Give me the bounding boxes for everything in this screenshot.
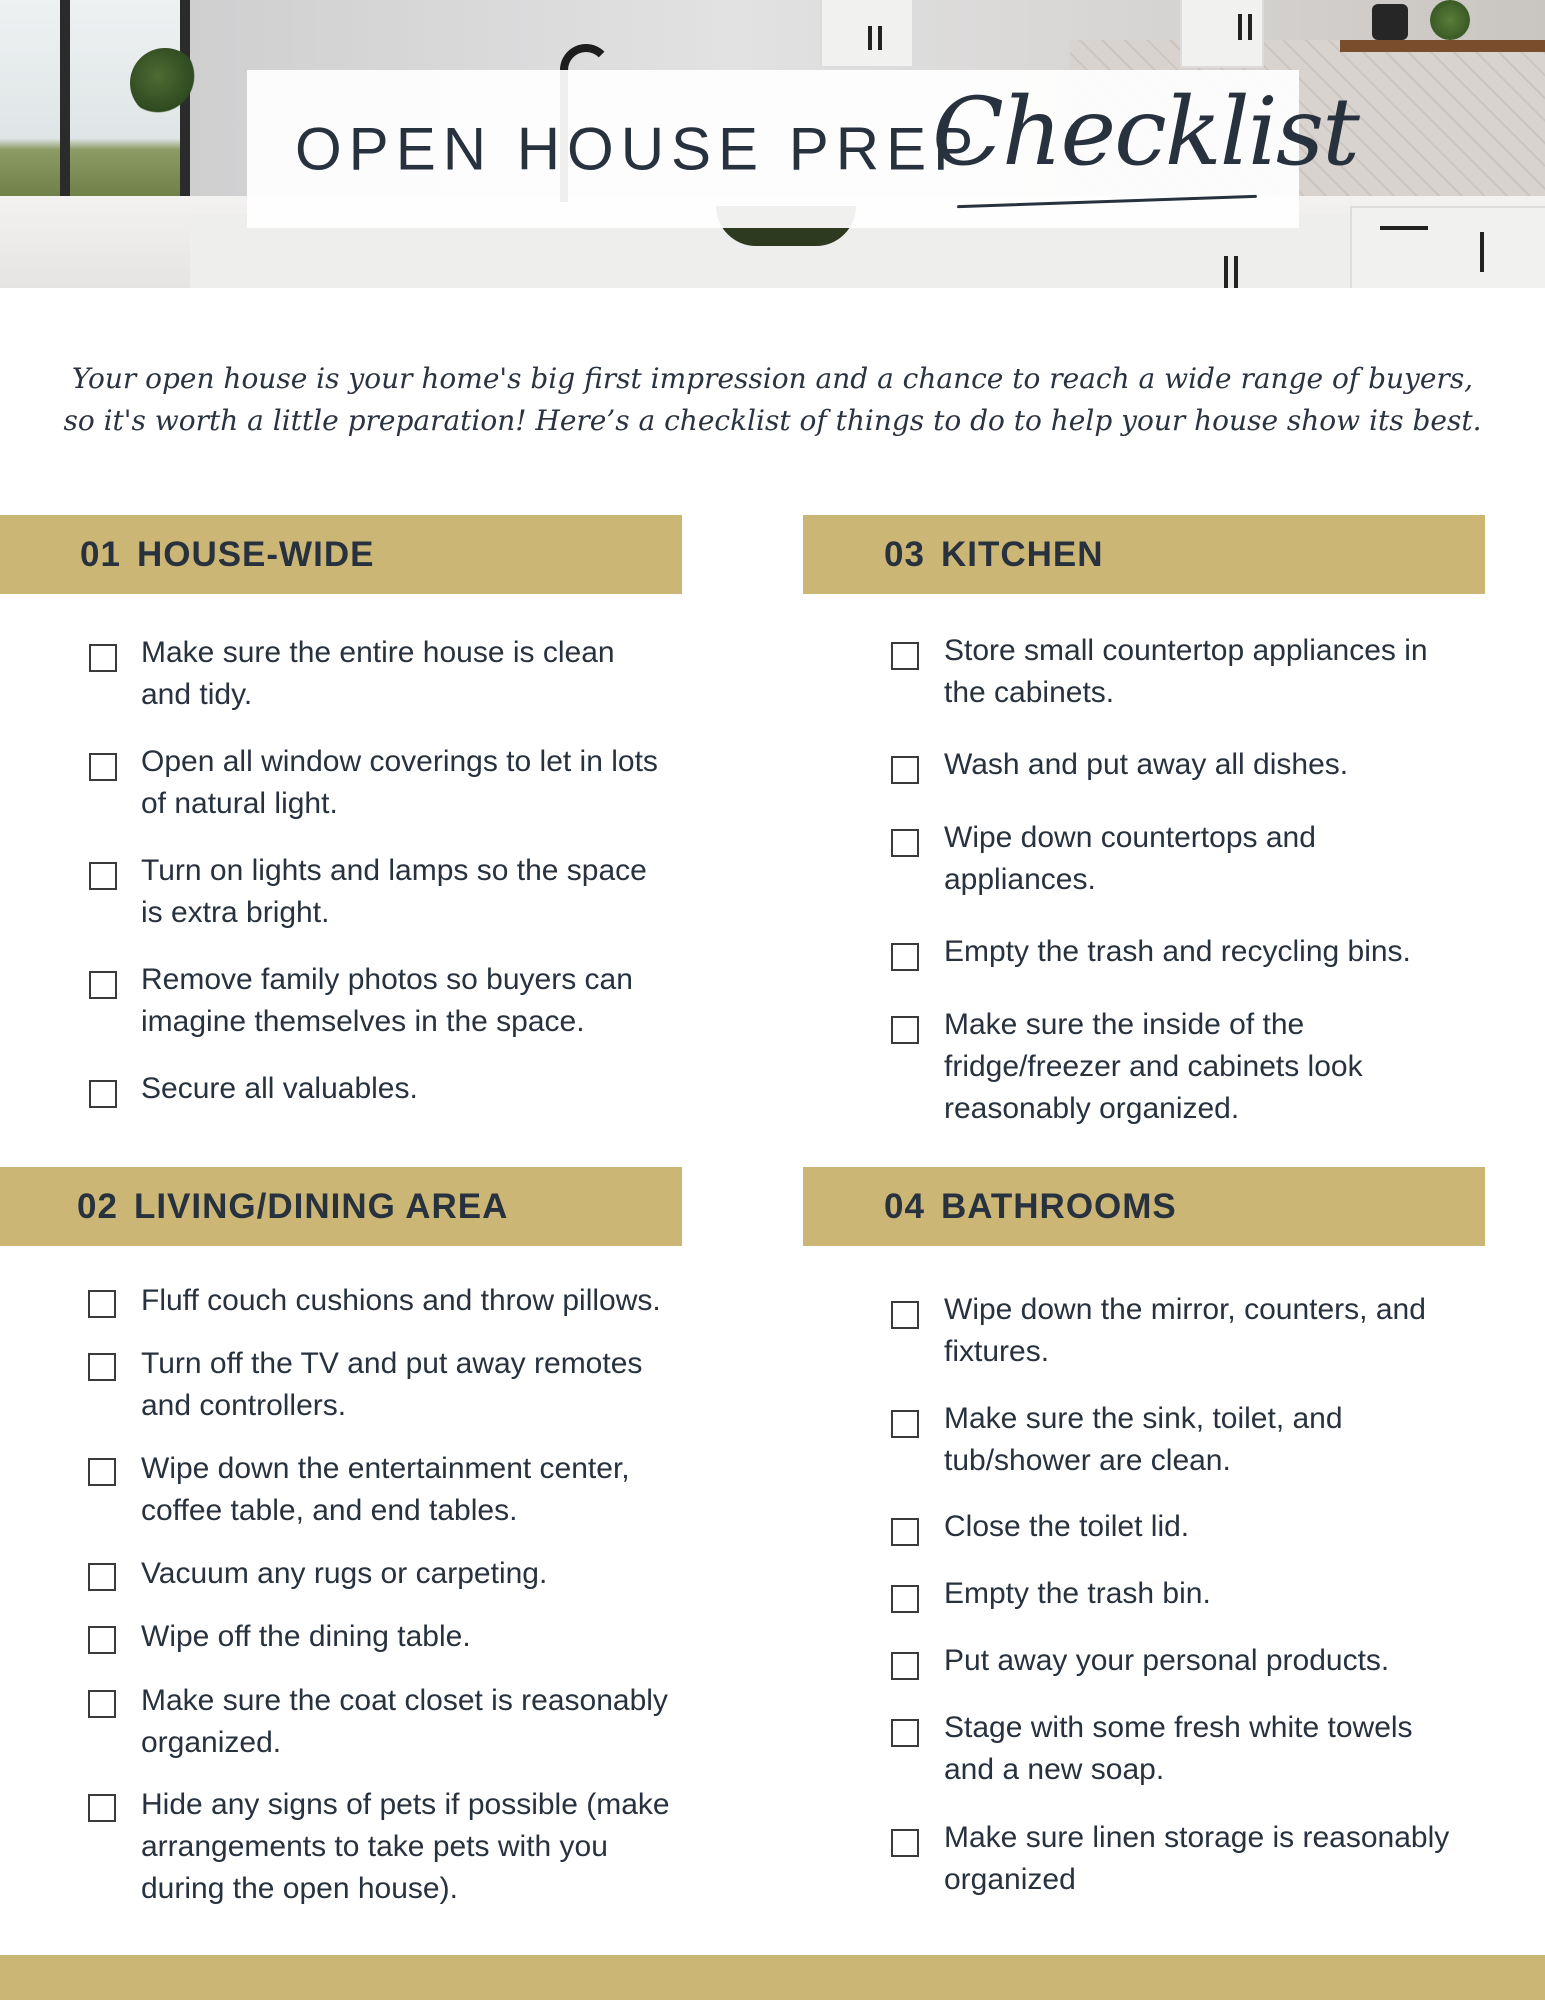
checkbox[interactable] xyxy=(891,1652,919,1680)
checkbox[interactable] xyxy=(891,642,919,670)
section-bathrooms xyxy=(803,1167,1485,1896)
footer-bar xyxy=(0,1955,1545,2000)
item-text: Stage with some fresh white towels and a new soap. xyxy=(944,1711,1413,1786)
checkbox[interactable] xyxy=(88,1794,116,1822)
section-number: 03 xyxy=(884,534,925,574)
checkbox[interactable] xyxy=(891,1410,919,1438)
hero-handle xyxy=(1248,14,1252,40)
item-text: Close the toilet lid. xyxy=(944,1510,1190,1543)
title-main: OPEN HOUSE PREP xyxy=(295,115,981,183)
hero-handle xyxy=(1380,226,1428,230)
item-text: Remove family photos so buyers can imagine themselves in the space. xyxy=(141,963,633,1038)
checkbox[interactable] xyxy=(88,1626,116,1654)
item-text: Secure all valuables. xyxy=(141,1072,418,1105)
section-header xyxy=(0,515,682,594)
item-text: Store small countertop appliances in the cabinets. xyxy=(944,634,1428,709)
checkbox[interactable] xyxy=(88,1563,116,1591)
checkbox[interactable] xyxy=(89,753,117,781)
item-text: Wipe down the mirror, counters, and fixtures. xyxy=(944,1293,1426,1368)
hero-handle xyxy=(878,26,882,50)
checkbox[interactable] xyxy=(891,1016,919,1044)
checkbox[interactable] xyxy=(88,1290,116,1318)
checkbox[interactable] xyxy=(891,756,919,784)
section-number: 02 xyxy=(77,1186,118,1226)
item-text: Wipe down the entertainment center, coffee table, and end tables. xyxy=(141,1452,630,1527)
item-text: Make sure the entire house is clean and tidy. xyxy=(141,636,615,711)
item-text: Empty the trash bin. xyxy=(944,1577,1211,1610)
hero-shelf xyxy=(1340,40,1545,52)
item-text: Open all window coverings to let in lots of natural light. xyxy=(141,745,658,820)
checkbox[interactable] xyxy=(891,1829,919,1857)
hero-handle xyxy=(1238,14,1242,40)
hero-shelf-plant xyxy=(1430,0,1470,40)
item-text: Make sure linen storage is reasonably organized xyxy=(944,1821,1450,1896)
intro-text: Your open house is your home's big first impression and a chance to reach a wide range of buyers, so it's worth a little preparation! Here’s a checklist of things to do to help your house show its best. xyxy=(63,362,1482,437)
item-text: Make sure the coat closet is reasonably organized. xyxy=(141,1684,668,1759)
checkbox[interactable] xyxy=(891,1518,919,1546)
section-header xyxy=(803,515,1485,594)
section-living-dining xyxy=(0,1167,682,1905)
item-text: Fluff couch cushions and throw pillows. xyxy=(141,1284,661,1317)
section-title: KITCHEN xyxy=(940,534,1104,574)
section-title: LIVING/DINING AREA xyxy=(133,1186,509,1226)
title-flourish xyxy=(957,195,1257,208)
hero-handle xyxy=(1234,256,1238,288)
section-kitchen xyxy=(803,515,1485,1125)
item-text: Make sure the sink, toilet, and tub/shower are clean. xyxy=(944,1402,1343,1477)
hero-drawer xyxy=(1350,206,1545,288)
checkbox[interactable] xyxy=(891,1585,919,1613)
hero-kitchen-photo xyxy=(0,0,1545,288)
hero-canister xyxy=(1372,4,1408,40)
item-text: Empty the trash and recycling bins. xyxy=(944,935,1411,968)
item-text: Turn on lights and lamps so the space is extra bright. xyxy=(141,854,647,929)
section-title: HOUSE-WIDE xyxy=(136,534,375,574)
checkbox[interactable] xyxy=(891,829,919,857)
section-number: 04 xyxy=(884,1186,925,1226)
checkbox[interactable] xyxy=(891,1301,919,1329)
item-text: Make sure the inside of the fridge/freezer and cabinets look reasonably organized. xyxy=(944,1008,1363,1125)
title-script: Checklist xyxy=(932,78,1358,187)
item-text: Vacuum any rugs or carpeting. xyxy=(141,1557,548,1590)
item-text: Hide any signs of pets if possible (make arrangements to take pets with you during the open house). xyxy=(141,1788,670,1905)
section-header xyxy=(0,1167,682,1246)
checkbox[interactable] xyxy=(88,1353,116,1381)
checkbox[interactable] xyxy=(88,1690,116,1718)
item-text: Put away your personal products. xyxy=(944,1644,1390,1677)
section-house-wide xyxy=(0,515,682,1105)
hero-handle xyxy=(1224,256,1228,288)
title-card xyxy=(247,70,1358,228)
section-number: 01 xyxy=(80,534,121,574)
section-header xyxy=(803,1167,1485,1246)
item-text: Turn off the TV and put away remotes and controllers. xyxy=(141,1347,643,1422)
checkbox[interactable] xyxy=(88,1458,116,1486)
hero-handle xyxy=(868,26,872,50)
section-title: BATHROOMS xyxy=(940,1186,1177,1226)
hero-cabinet xyxy=(820,0,914,68)
item-text: Wipe down countertops and appliances. xyxy=(944,821,1316,896)
checkbox[interactable] xyxy=(89,862,117,890)
checkbox[interactable] xyxy=(891,943,919,971)
item-text: Wash and put away all dishes. xyxy=(944,748,1349,781)
checkbox[interactable] xyxy=(89,971,117,999)
checkbox[interactable] xyxy=(89,644,117,672)
hero-handle xyxy=(1480,232,1484,272)
checkbox[interactable] xyxy=(89,1080,117,1108)
item-text: Wipe off the dining table. xyxy=(141,1620,471,1653)
hero-plant xyxy=(130,48,200,118)
checkbox[interactable] xyxy=(891,1719,919,1747)
